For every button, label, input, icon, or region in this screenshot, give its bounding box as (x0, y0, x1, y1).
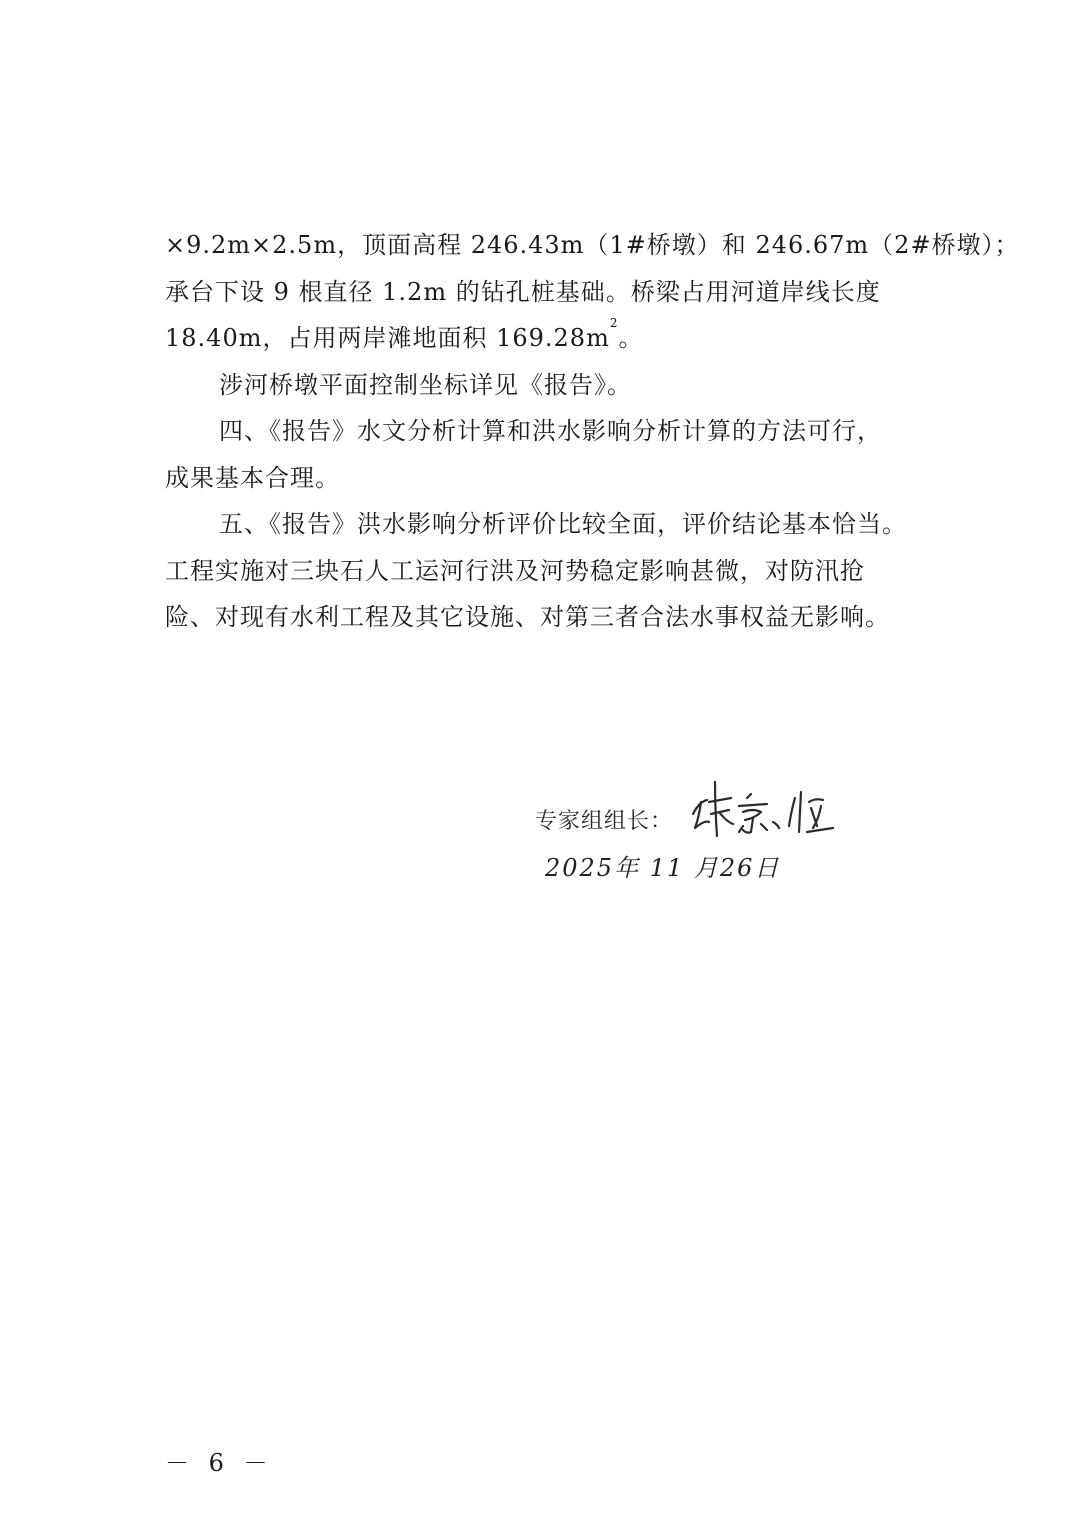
text-line: 成果基本合理。 (165, 463, 340, 492)
text-line: 险、对现有水利工程及其它设施、对第三者合法水事权益无影响。 (165, 603, 890, 631)
text-line: 承台下设 9 根直径 1.2m 的钻孔桩基础。桥梁占用河道岸线长度 (165, 277, 881, 306)
signature-label: 专家组组长： (535, 809, 674, 834)
signature-date: 2025年 11 月26日 (545, 854, 781, 882)
paragraph-four (165, 408, 890, 501)
text-line: 五、《报告》洪水影响分析评价比较全面，评价结论基本恰当。 (219, 510, 907, 538)
handwritten-signature (685, 762, 885, 842)
text-line: 工程实施对三块石人工运河行洪及河势稳定影响甚微，对防汛抢 (165, 556, 865, 585)
paragraph-bridge-specs (165, 222, 1020, 362)
text-line (165, 315, 890, 362)
superscript: 2 (609, 316, 619, 330)
document-body (165, 222, 1020, 641)
paragraph-coordinates (165, 362, 890, 409)
text-line: ×9.2m×2.5m，顶面高程 246.43m（1#桥墩）和 246.67m（2#桥墩）； (165, 231, 1020, 259)
paragraph-five (165, 501, 907, 641)
text-line: 涉河桥墩平面控制坐标详见《报告》。 (219, 370, 632, 399)
text-line: 四、《报告》水文分析计算和洪水影响分析计算的方法可行， (219, 417, 882, 445)
period: 。 (618, 324, 644, 352)
page-number: － 6 － (165, 1449, 274, 1477)
signature-block (535, 790, 915, 900)
area-text: 18.40m，占用两岸滩地面积 169.28m (165, 324, 610, 352)
